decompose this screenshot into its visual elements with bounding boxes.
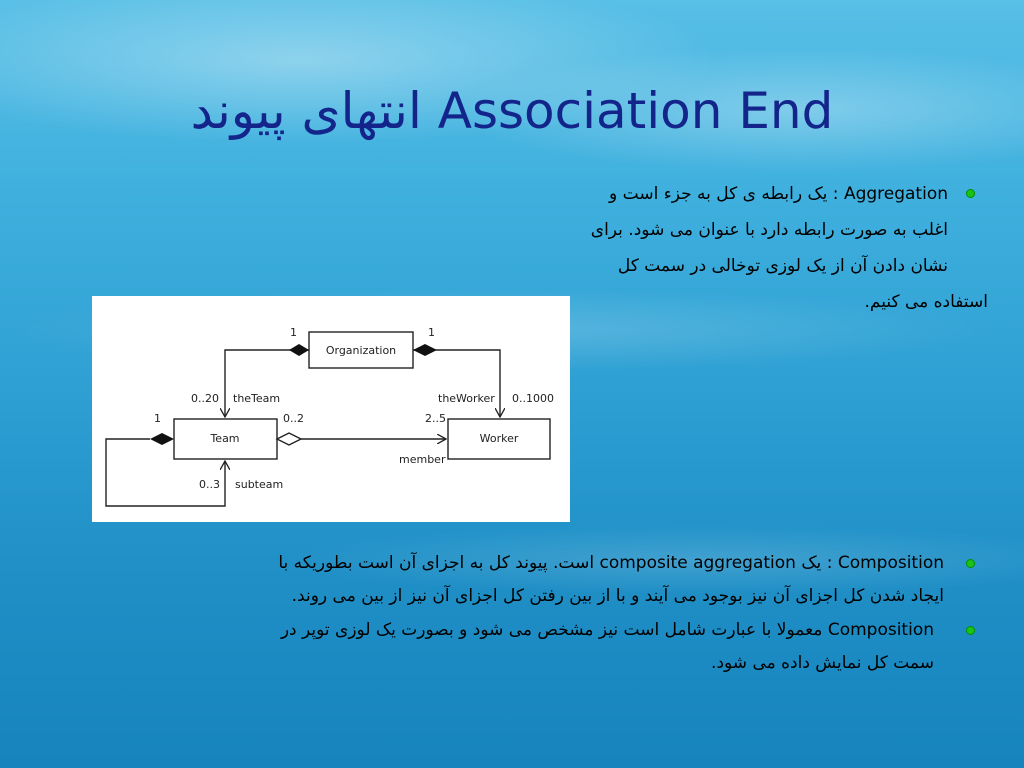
uml-diagram <box>92 296 570 522</box>
uml-diagram-svg <box>92 296 570 522</box>
bullet-line: سمت کل نمایش داده می شود. <box>711 653 934 673</box>
multiplicity-label: 0..2 <box>283 412 304 425</box>
multiplicity-label: 1 <box>428 326 435 339</box>
multiplicity-label: 2..5 <box>425 412 446 425</box>
bullet-line: استفاده می کنیم. <box>864 292 988 312</box>
composition-diamond-icon <box>150 433 174 445</box>
class-team-label: Team <box>210 432 240 445</box>
bullet-line: Composition : یک composite aggregation است. پیوند کل به اجزای آن است بطوریکه با <box>278 553 944 573</box>
slide-title: انتهای پیوند Association End <box>190 82 834 140</box>
multiplicity-label: 1 <box>290 326 297 339</box>
bullet-icon <box>966 189 975 198</box>
multiplicity-label: 0..20 <box>191 392 219 405</box>
bullet-line: ایجاد شدن کل اجزای آن نیز بوجود می آیند و با از بین رفتن کل اجزای آن نیز از بین می روند. <box>291 586 944 606</box>
bullet-line: Aggregation : یک رابطه ی کل به جزء است و <box>609 184 948 204</box>
composition-diamond-icon <box>413 344 437 356</box>
association-org-team <box>225 350 289 417</box>
bullet-icon <box>966 559 975 568</box>
multiplicity-label: 0..3 <box>199 478 220 491</box>
bullet-line: نشان دادن آن از یک لوزی توخالی در سمت کل <box>617 256 948 276</box>
bullet-icon <box>966 626 975 635</box>
role-label: member <box>399 453 446 466</box>
role-label: subteam <box>235 478 284 491</box>
bullet-line: Composition معمولا با عبارت شامل است نیز مشخص می شود و بصورت یک لوزی توپر در <box>280 620 934 640</box>
role-label: theWorker <box>438 392 495 405</box>
association-org-worker <box>437 350 500 417</box>
multiplicity-label: 0..1000 <box>512 392 554 405</box>
class-worker-label: Worker <box>479 432 519 445</box>
composition-diamond-icon <box>289 344 309 356</box>
class-organization-label: Organization <box>325 344 397 357</box>
bullet-line: اغلب به صورت رابطه دارد با عنوان می شود. برای <box>590 220 948 240</box>
aggregation-diamond-icon <box>277 433 301 445</box>
bullet-composition <box>64 547 944 613</box>
multiplicity-label: 1 <box>154 412 161 425</box>
role-label: theTeam <box>233 392 281 405</box>
bullet-composition-note <box>54 614 934 680</box>
